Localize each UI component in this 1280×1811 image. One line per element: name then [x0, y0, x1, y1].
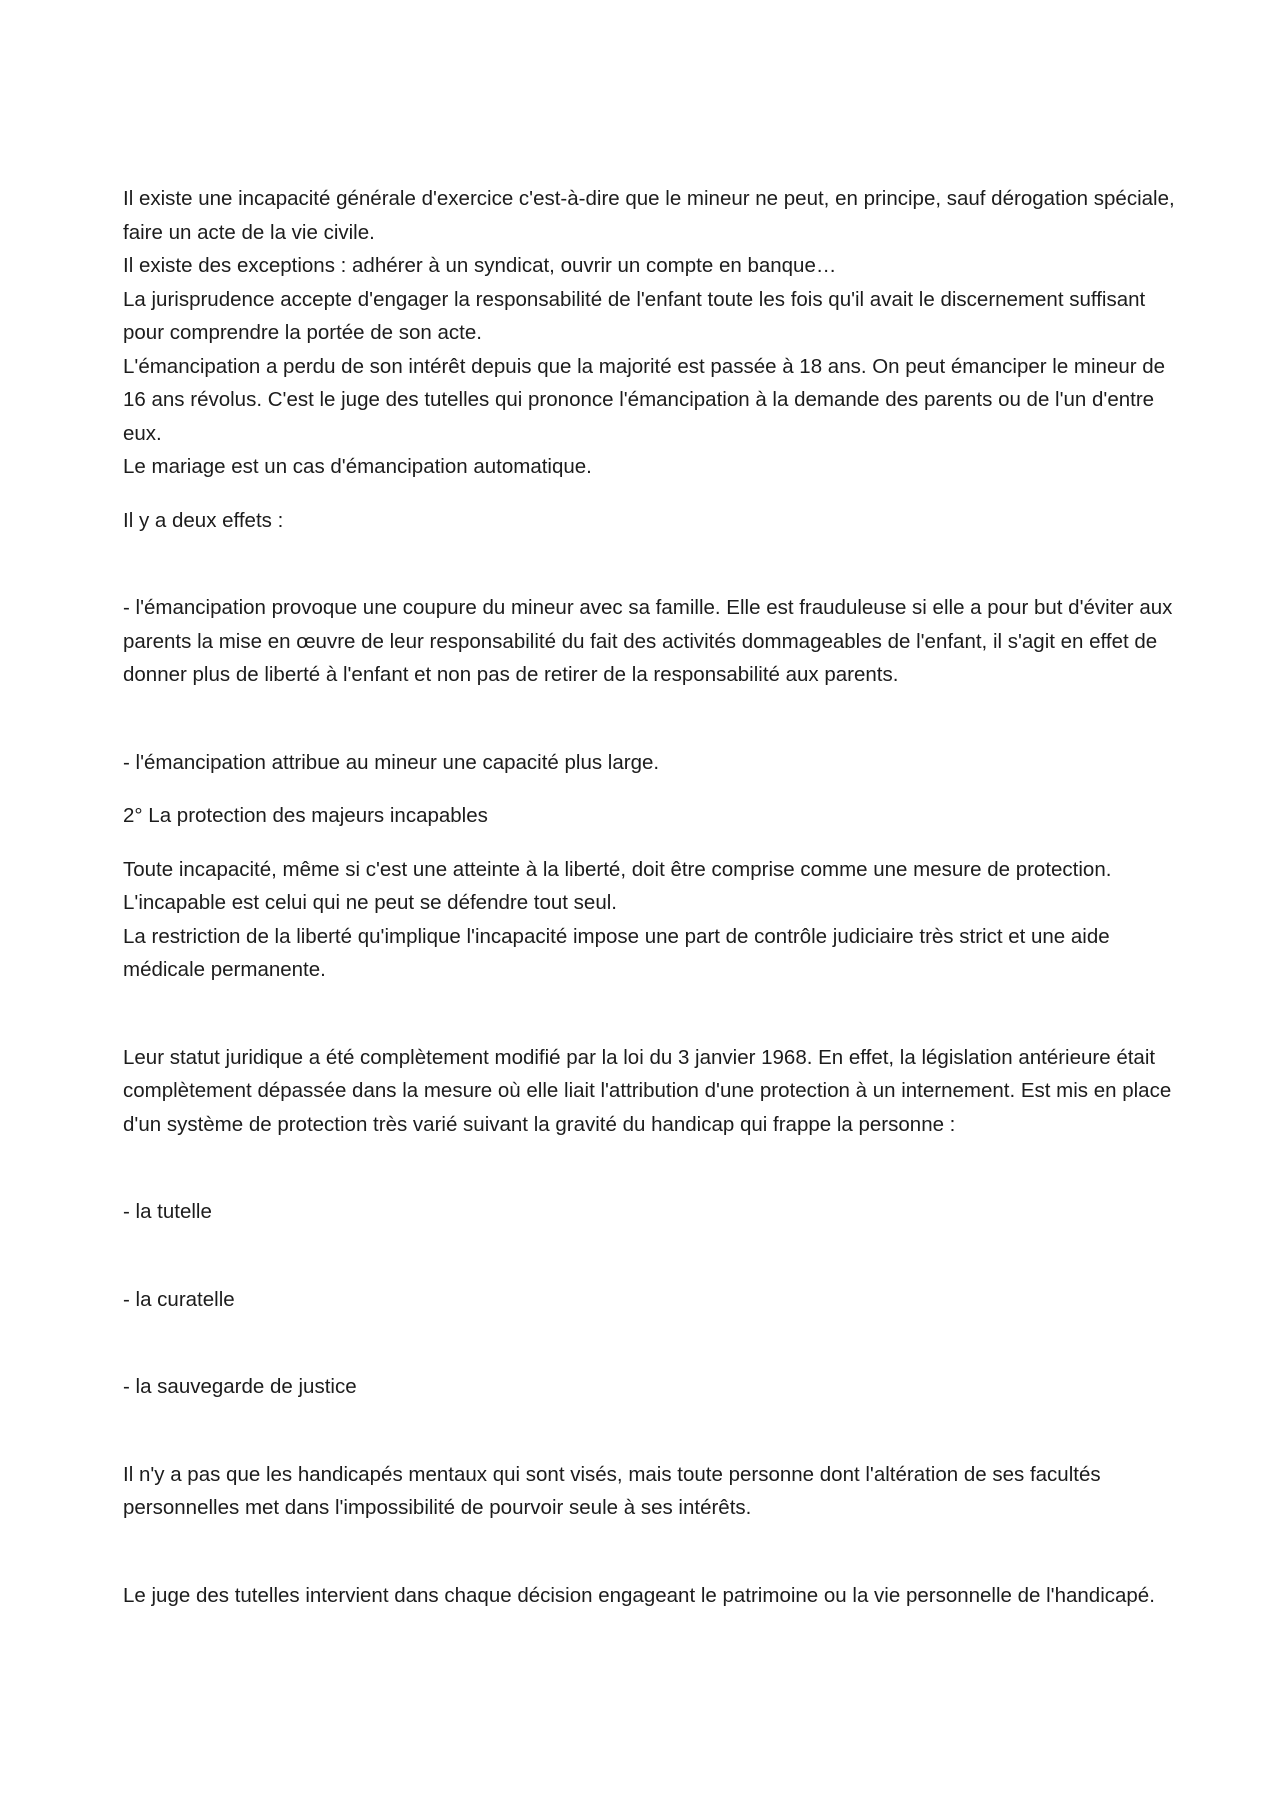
bullet-effect-1: - l'émancipation provoque une coupure du mineur avec sa famille. Elle est frauduleuse si elle a pour but d'éviter aux parents la mise en œuvre de leur responsabilité du fait des activités dommageables de l'enfant, il s'agit en effet de donner plus de liberté à l'enfant et non pas de retirer de la responsabilité aux parents.	[123, 596, 1173, 686]
spacer	[123, 779, 1183, 799]
paragraph-5: Le mariage est un cas d'émancipation automatique.	[123, 455, 592, 478]
spacer	[123, 987, 1183, 1041]
spacer	[123, 484, 1183, 504]
paragraph-1: Il existe une incapacité générale d'exercice c'est-à-dire que le mineur ne peut, en principe, sauf dérogation spéciale, faire un acte de la vie civile.	[123, 187, 1175, 244]
list-item-tutelle: - la tutelle	[123, 1200, 212, 1223]
paragraph-4: L'émancipation a perdu de son intérêt depuis que la majorité est passée à 18 ans. On peut émanciper le mineur de 16 ans révolus. C'est le juge des tutelles qui prononce l'émancipation à la demande des parents ou de l'un d'entre eux.	[123, 354, 1166, 445]
bullet-effect-2: - l'émancipation attribue au mineur une capacité plus large.	[123, 750, 660, 774]
paragraph-17: Le juge des tutelles intervient dans chaque décision engageant le patrimoine ou la vie personnelle de l'handicapé.	[123, 1583, 1155, 1607]
spacer	[123, 1141, 1183, 1195]
list-item-curatelle: - la curatelle	[123, 1287, 235, 1311]
paragraph-12: Leur statut juridique a été complètement modifié par la loi du 3 janvier 1968. En effet, la législation antérieure était complètement dépassée dans la mesure où elle liait l'attribution d'une protection à un internement. Est mis en place d'un système de protection très varié suivant la gravité du handicap qui frappe la personne :	[123, 1045, 1172, 1136]
paragraph-3: La jurisprudence accepte d'engager la responsabilité de l'enfant toute les fois qu'il avait le discernement suffisant pour comprendre la portée de son acte.	[123, 287, 1146, 344]
spacer	[123, 692, 1183, 746]
document-body	[123, 182, 1183, 1612]
spacer	[123, 1404, 1183, 1458]
paragraph-16: Il n'y a pas que les handicapés mentaux qui sont visés, mais toute personne dont l'altération de ses facultés personnelles met dans l'impossibilité de pourvoir seule à ses intérêts.	[123, 1462, 1101, 1519]
paragraph-6: Il y a deux effets :	[123, 508, 284, 532]
section-heading: 2° La protection des majeurs incapables	[123, 804, 488, 827]
paragraph-11: La restriction de la liberté qu'implique l'incapacité impose une part de contrôle judiciaire très strict et une aide médicale permanente.	[123, 924, 1110, 981]
spacer	[123, 1316, 1183, 1370]
spacer	[123, 1525, 1183, 1579]
spacer	[123, 833, 1183, 853]
spacer	[123, 537, 1183, 591]
paragraph-10: Toute incapacité, même si c'est une atteinte à la liberté, doit être comprise comme une mesure de protection. L'incapable est celui qui ne peut se défendre tout seul.	[123, 857, 1112, 914]
paragraph-2: Il existe des exceptions : adhérer à un syndicat, ouvrir un compte en banque…	[123, 254, 837, 277]
list-item-sauvegarde: - la sauvegarde de justice	[123, 1375, 357, 1398]
spacer	[123, 1229, 1183, 1283]
